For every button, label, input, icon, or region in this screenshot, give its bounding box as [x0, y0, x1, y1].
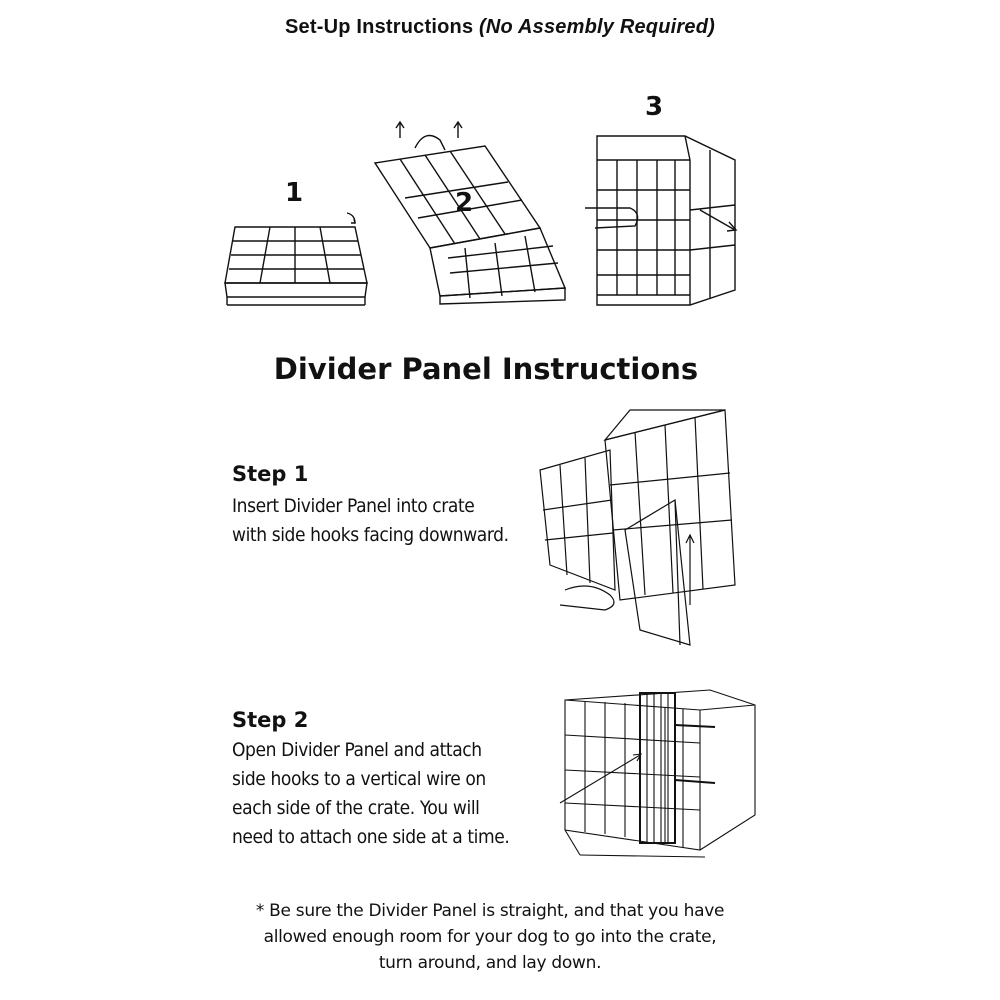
- setup-step-3-number: 3: [645, 92, 664, 122]
- divider-insert-illustration: [535, 405, 760, 655]
- assembled-crate-illustration: [585, 130, 745, 310]
- setup-title-note: (No Assembly Required): [479, 16, 715, 38]
- divider-step-1-text: Insert Divider Panel into crate with side hooks facing downward.: [232, 495, 509, 546]
- setup-title-text: Set-Up Instructions: [285, 16, 474, 38]
- folded-crate-illustration: [215, 205, 375, 310]
- divider-note: * Be sure the Divider Panel is straight, and that you have allowed enough room for your dog to go into the crate, turn around, and lay down.: [255, 901, 725, 973]
- divider-step-2-text: Open Divider Panel and attach side hooks to a vertical wire on each side of the crate. You will need to attach one side at a time.: [232, 739, 510, 848]
- divider-panel-title: Divider Panel Instructions: [273, 352, 699, 386]
- divider-attach-illustration: [555, 685, 760, 860]
- divider-step-2-label: Step 2: [232, 708, 309, 732]
- setup-step-2-number: 2: [455, 188, 474, 218]
- divider-step-1-label: Step 1: [232, 462, 309, 486]
- setup-step-1-number: 1: [285, 178, 304, 208]
- setup-title: [0, 16, 1000, 39]
